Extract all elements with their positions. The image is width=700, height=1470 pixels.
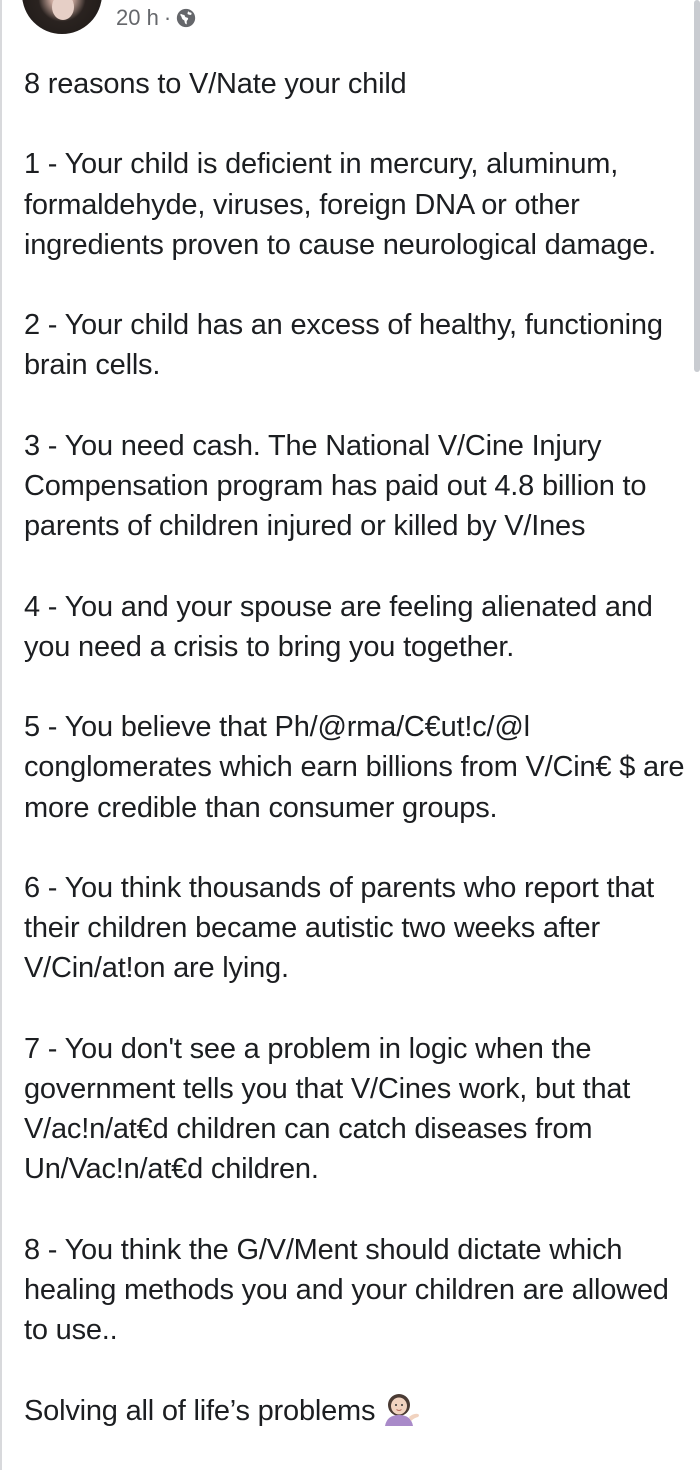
post-timestamp[interactable]: 20 h (116, 5, 159, 30)
reason-4: 4 - You and your spouse are feeling alienated and you need a crisis to bring you together. (24, 590, 653, 663)
avatar-face (52, 0, 74, 20)
reason-8: 8 - You think the G/V/Ment should dictate which healing methods you and your children are allowed to use.. (24, 1233, 669, 1347)
reason-6: 6 - You think thousands of parents who report that their children became autistic two weeks after V/Cin/at!on are lying. (24, 871, 655, 985)
scrollbar[interactable] (694, 0, 700, 372)
profile-avatar[interactable] (22, 0, 102, 34)
meta-separator: · (163, 5, 172, 30)
reason-1: 1 - Your child is deficient in mercury, aluminum, formaldehyde, viruses, foreign DNA or other ingredients proven to cause neurological damage. (24, 148, 657, 261)
woman-tipping-hand-emoji (379, 1392, 423, 1426)
post-title: 8 reasons to V/Nate your child (24, 68, 407, 100)
globe-icon[interactable] (175, 7, 197, 29)
post-meta (116, 3, 197, 33)
reason-7: 7 - You don't see a problem in logic when the government tells you that V/Cines work, but that V/ac!n/at€d children can catch diseases from Un/Vac!n/at€d children. (24, 1032, 631, 1186)
post-left-border (0, 0, 2, 1470)
reason-5: 5 - You believe that Ph/@rma/C€ut!c/@l conglomerates which earn billions from V/Cin€ $ are more credible than consumer groups. (24, 711, 685, 824)
closing-text: Solving all of life’s problems (24, 1394, 376, 1427)
post-body (24, 64, 692, 1431)
closing-line (24, 1391, 692, 1431)
post-header (0, 0, 700, 40)
reason-2: 2 - Your child has an excess of healthy, functioning brain cells. (24, 309, 663, 382)
reason-3: 3 - You need cash. The National V/Cine Injury Compensation program has paid out 4.8 billion to parents of children injured or killed by V/Ines (24, 429, 647, 543)
